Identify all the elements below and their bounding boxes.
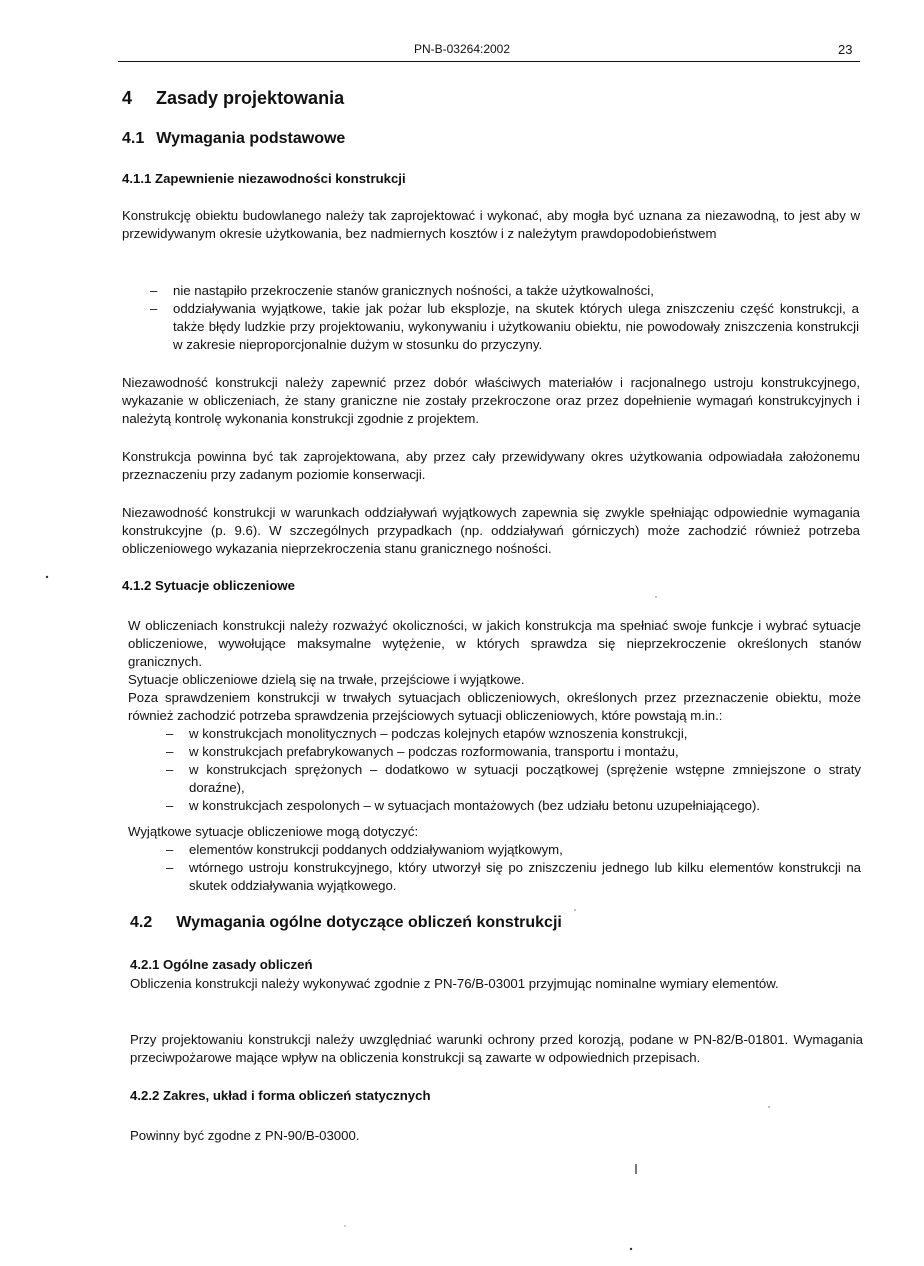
speck [46,576,48,578]
paragraph: Sytuacje obliczeniowe dzielą się na trwałe, przejściowe i wyjątkowe. [128,672,525,687]
paragraph: Konstrukcja powinna być tak zaprojektowana, aby przez cały przewidywany okres użytkowania odpowiadała założonemu przeznaczeniu przy zadanym poziomie konserwacji. [122,449,860,482]
list-item: – w konstrukcjach monolitycznych – podczas kolejnych etapów wznoszenia konstrukcji, [189,725,861,743]
section-number: 4.1.1 [122,171,152,186]
list-item: – w konstrukcjach prefabrykowanych – podczas rozformowania, transportu i montażu, [189,743,861,761]
section-number: 4.2.1 [130,957,160,972]
speck [655,596,657,598]
paragraph: Wyjątkowe sytuacje obliczeniowe mogą dotyczyć: [128,824,419,839]
paragraph: Poza sprawdzeniem konstrukcji w trwałych sytuacjach obliczeniowych, określonych przez przeznaczenie obiektu, może również zachodzić potrzeba sprawdzenia przejściowych sytuacji obliczeniowych, które powstają m.in.: [128,690,861,723]
paragraph: Przy projektowaniu konstrukcji należy uwzględniać warunki ochrony przed korozją, podane w PN-82/B-01801. Wymagania przeciwpożarowe mające wpływ na obliczenia konstrukcji są zawarte w odpowiednich przepisach. [130,1032,863,1065]
paragraph: Obliczenia konstrukcji należy wykonywać zgodnie z PN-76/B-03001 przyjmując nominalne wymiary elementów. [130,976,779,991]
section-number: 4.2 [130,914,153,931]
speck [574,909,576,911]
section-title: Zakres, układ i forma obliczeń statycznych [163,1088,431,1103]
section-title: Zasady projektowania [156,88,345,108]
section-title: Sytuacje obliczeniowe [155,578,295,593]
section-title: Ogólne zasady obliczeń [163,957,313,972]
paragraph: W obliczeniach konstrukcji należy rozważyć okoliczności, w jakich konstrukcja ma spełniać swoje funkcje i wybrać sytuacje obliczeniowe, wywołujące maksymalne wytężenie, w których sprawdza się nieprzekroczenie określonych stanów granicznych. [128,618,861,669]
list-item: – elementów konstrukcji poddanych oddziaływaniom wyjątkowym, [189,841,861,859]
doc-code: PN-B-03264:2002 [413,42,511,56]
section-number: 4.1.2 [122,578,152,593]
speck [630,1248,632,1250]
list-item: – w konstrukcjach zespolonych – w sytuacjach montażowych (bez udziału betonu uzupełniającego). [189,797,861,815]
section-number: 4.1 [122,130,145,147]
list-item: – oddziaływania wyjątkowe, takie jak pożar lub eksplozje, na skutek których ulega zniszczeniu część konstrukcji, a także błędy ludzkie przy projektowaniu, wykonywaniu i użytkowaniu obiektu, nie powodowały zniszczenia konstrukcji w zakresie nieproporcjonalnie dużym w stosunku do przyczyny. [173,300,859,354]
list-item: – nie nastąpiło przekroczenie stanów granicznych nośności, a także użytkowalności, [173,282,859,300]
section-number: 4 [122,88,133,108]
paragraph: Konstrukcję obiektu budowlanego należy tak zaprojektować i wykonać, aby mogła być uznana za niezawodną, to jest aby w przewidywanym okresie użytkowania, bez nadmiernych kosztów i z należytym prawdopodobieństwem [122,208,860,241]
section-title: Zapewnienie niezawodności konstrukcji [155,171,406,186]
paragraph: Niezawodność konstrukcji w warunkach oddziaływań wyjątkowych zapewnia się zwykle spełniając odpowiednie wymagania konstrukcyjne (p. 9.6). W szczególnych przypadkach (np. oddziaływań górniczych) może zachodzić również potrzeba obliczeniowego wykazania nieprzekroczenia stanu granicznego nośności. [122,505,860,556]
section-number: 4.2.2 [130,1088,160,1103]
speck [768,1106,770,1108]
list-item: – wtórnego ustroju konstrukcyjnego, który utworzył się po zniszczeniu jednego lub kilku elementów konstrukcji na skutek oddziaływania wyjątkowego. [189,859,861,895]
section-title: Wymagania podstawowe [156,130,346,147]
paragraph: Powinny być zgodne z PN-90/B-03000. [130,1128,360,1143]
paragraph: Niezawodność konstrukcji należy zapewnić przez dobór właściwych materiałów i racjonalnego ustroju konstrukcyjnego, wykazanie w obliczeniach, że stany graniczne nie zostały przekroczone oraz przez dopełnienie wymagań konstrukcyjnych i należytą kontrolę wykonania konstrukcji zgodnie z projektem. [122,375,860,426]
section-title: Wymagania ogólne dotyczące obliczeń konstrukcji [176,914,562,931]
list-item: – w konstrukcjach sprężonych – dodatkowo w sytuacji początkowej (sprężenie wstępne zmniejszone o straty doraźne), [189,761,861,797]
page-number: 23 [838,42,853,57]
speck [344,1225,345,1226]
